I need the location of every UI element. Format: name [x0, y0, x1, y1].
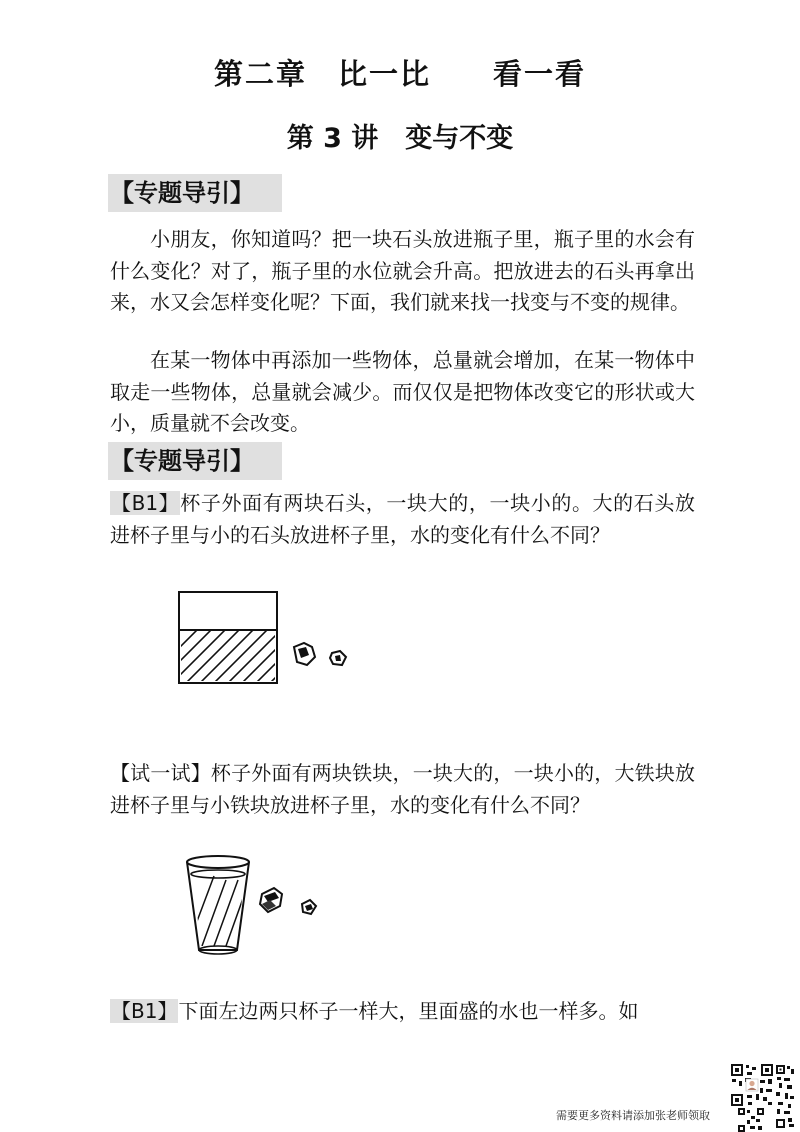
qr-code-right	[774, 1063, 796, 1131]
problem-text: 下面左边两只杯子一样大，里面盛的水也一样多。如	[178, 999, 639, 1023]
glass-rim	[187, 856, 249, 868]
chapter-title: 第二章 比一比 看一看	[213, 57, 586, 91]
problem-b1	[110, 488, 695, 551]
small-stone	[330, 651, 346, 665]
intro-paragraph-1: 小朋友，你知道吗？把一块石头放进瓶子里，瓶子里的水会有什么变化？对了，瓶子里的水位就会升高。把放进去的石头再拿出来，水又会怎样变化呢？下面，我们就来找一找变与不变的规律。	[110, 227, 695, 314]
problem-label: 【B1】	[111, 491, 180, 515]
large-stone	[294, 643, 315, 665]
footer-note: 需要更多资料请添加张老师领取	[556, 1109, 710, 1122]
qr-code-left	[730, 1063, 774, 1107]
section-heading-intro: 【专题导引】	[108, 174, 282, 212]
problem-b1-second	[110, 996, 695, 1028]
small-iron-block	[302, 900, 316, 914]
try-it-problem	[110, 758, 695, 821]
try-it-label: 【试一试】	[110, 761, 211, 785]
large-iron-block	[260, 888, 282, 912]
qr-code-small	[738, 1108, 764, 1132]
water-hatching	[190, 876, 246, 946]
intro-paragraph-2: 在某一物体中再添加一些物体，总量就会增加，在某一物体中取走一些物体，总量就会减少。而仅仅是把物体改变它的形状或大小，质量就不会改变。	[110, 348, 695, 435]
container-with-stones-figure	[170, 585, 370, 695]
water-surface	[191, 870, 245, 878]
problem-text: 杯子外面有两块石头，一块大的，一块小的。大的石头放进杯子里与小的石头放进杯子里，水的变化有什么不同？	[110, 491, 696, 547]
try-it-text: 杯子外面有两块铁块，一块大的，一块小的，大铁块放进杯子里与小铁块放进杯子里，水的变化有什么不同？	[110, 761, 696, 817]
glass-with-iron-blocks-figure	[180, 850, 340, 960]
section-heading-examples: 【专题导引】	[108, 442, 282, 480]
lecture-title: 第 3 讲 变与不变	[286, 123, 514, 154]
problem-label: 【B1】	[111, 999, 178, 1023]
